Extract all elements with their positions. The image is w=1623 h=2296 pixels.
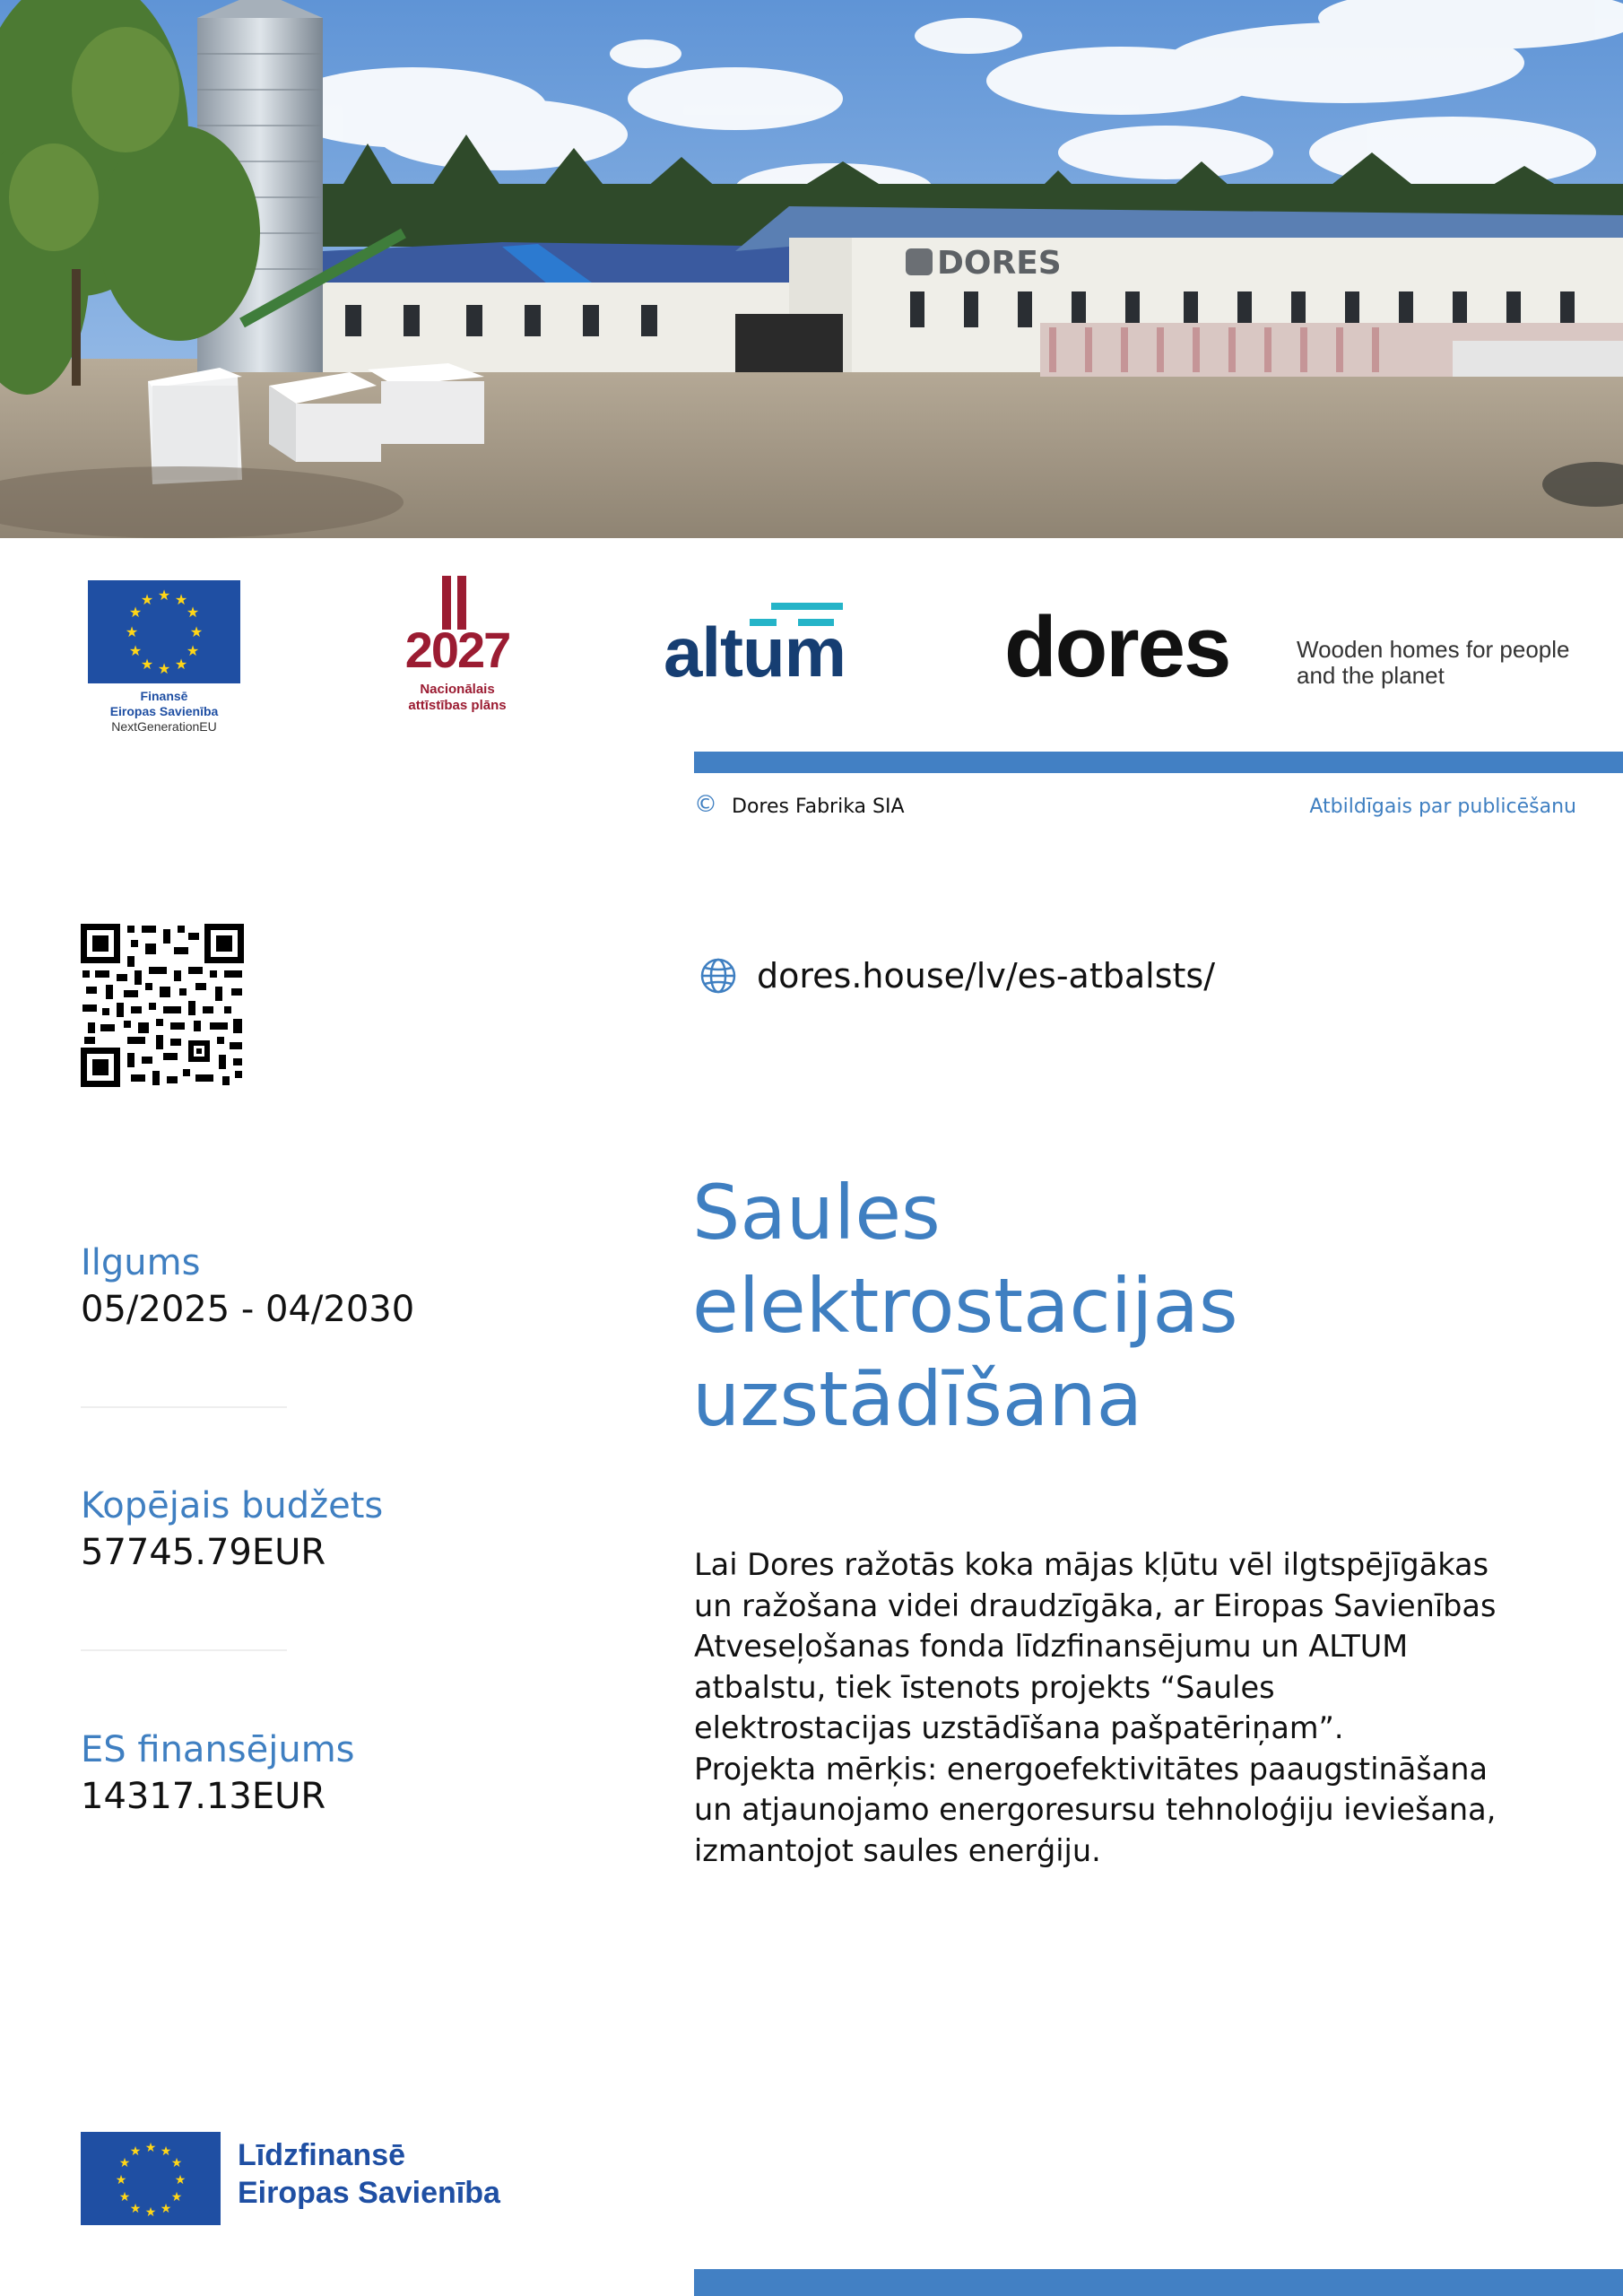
project-title-line1: Saules xyxy=(692,1169,941,1257)
svg-text:★: ★ xyxy=(118,2190,131,2205)
project-description xyxy=(694,1544,1600,1871)
duration-block xyxy=(81,1239,619,1333)
dores-logo xyxy=(1004,599,1614,704)
svg-text:★: ★ xyxy=(186,642,200,659)
svg-text:★: ★ xyxy=(157,587,171,604)
svg-text:★: ★ xyxy=(170,2156,183,2170)
eu-caption-line1: Finansē xyxy=(140,689,188,703)
eu-flag-logo xyxy=(88,580,240,683)
top-accent-bar xyxy=(694,752,1623,773)
svg-text:★: ★ xyxy=(170,2190,183,2205)
svg-text:★: ★ xyxy=(157,660,171,677)
footer-eu-flag xyxy=(81,2132,221,2225)
plan-year: 2027 xyxy=(404,622,510,678)
svg-text:★: ★ xyxy=(189,623,204,640)
svg-text:★: ★ xyxy=(174,2173,187,2187)
svg-text:★: ★ xyxy=(129,2202,142,2216)
eu-funding-label: ES finansējums xyxy=(81,1729,355,1770)
footer-eu-line2: Eiropas Savienība xyxy=(238,2176,500,2210)
eu-funding-block xyxy=(81,1726,619,1820)
svg-text:★: ★ xyxy=(174,591,188,608)
website-url[interactable]: dores.house/lv/es-atbalsts/ xyxy=(757,956,1215,996)
dores-wordmark: dores xyxy=(1004,599,1230,695)
description-line: Lai Dores ražotās koka mājas kļūtu vēl ilgtspējīgākas xyxy=(694,1547,1489,1582)
svg-text:★: ★ xyxy=(140,656,154,673)
svg-text:★: ★ xyxy=(125,623,139,640)
svg-text:★: ★ xyxy=(144,2141,157,2155)
svg-text:★: ★ xyxy=(186,604,200,621)
svg-text:★: ★ xyxy=(144,2205,157,2220)
facts-divider xyxy=(81,1649,287,1651)
svg-text:★: ★ xyxy=(129,2144,142,2159)
description-line: un atjaunojamo energoresursu tehnoloģiju ieviešana, xyxy=(694,1792,1497,1827)
plan-caption-line1: Nacionālais xyxy=(420,682,495,697)
description-line: elektrostacijas uzstādīšana pašpatēriņam”. xyxy=(694,1710,1344,1745)
eu-caption-line2: Eiropas Savienība xyxy=(109,704,219,718)
eu-stars-icon xyxy=(81,2132,221,2225)
project-title-line2: elektrostacijas xyxy=(692,1262,1238,1350)
plan-2027-logo xyxy=(377,574,538,735)
svg-text:★: ★ xyxy=(115,2173,127,2187)
duration-label: Ilgums xyxy=(81,1242,201,1283)
eu-funding-value: 14317.13EUR xyxy=(81,1776,326,1817)
hero-photo-factory xyxy=(0,0,1623,538)
description-line: atbalstu, tiek īstenots projekts “Saules xyxy=(694,1669,1275,1705)
description-line: Atveseļošanas fonda līdzfinansējumu un ALTUM xyxy=(694,1629,1409,1664)
project-title-line3: uzstādīšana xyxy=(692,1355,1143,1443)
description-line: izmantojot saules enerģiju. xyxy=(694,1832,1101,1868)
description-line: un ražošana videi draudzīgāka, ar Eiropas Savienības xyxy=(694,1587,1497,1623)
svg-text:★: ★ xyxy=(128,604,143,621)
project-title xyxy=(692,1166,1589,1446)
responsible-label: Atbildīgais par publicēšanu xyxy=(1309,796,1576,818)
svg-text:★: ★ xyxy=(128,642,143,659)
globe-icon xyxy=(699,957,737,995)
bottom-accent-bar xyxy=(694,2269,1623,2296)
budget-block xyxy=(81,1483,619,1576)
svg-text:★: ★ xyxy=(160,2202,172,2216)
svg-text:★: ★ xyxy=(140,591,154,608)
duration-value: 05/2025 - 04/2030 xyxy=(81,1289,415,1330)
eu-funded-caption xyxy=(79,689,249,735)
eu-stars-icon xyxy=(88,580,240,683)
website-link-row[interactable] xyxy=(699,952,1506,1003)
plan-caption-line2: attīstības plāns xyxy=(408,698,507,713)
eu-caption-line3: NextGenerationEU xyxy=(111,719,217,734)
altum-logo xyxy=(664,601,870,700)
altum-wordmark: altum xyxy=(664,613,846,691)
svg-text:★: ★ xyxy=(160,2144,172,2159)
budget-value: 57745.79EUR xyxy=(81,1532,326,1573)
altum-mark-icon xyxy=(771,603,843,610)
dores-tagline-line2: and the planet xyxy=(1297,662,1445,689)
factory-sign: DORES xyxy=(937,245,1062,282)
svg-text:★: ★ xyxy=(174,656,188,673)
facts-divider xyxy=(81,1406,287,1408)
svg-text:★: ★ xyxy=(118,2156,131,2170)
budget-label: Kopējais budžets xyxy=(81,1485,384,1526)
description-line: Projekta mērķis: energoefektivitātes paaugstināšana xyxy=(694,1751,1488,1787)
footer-eu-caption xyxy=(238,2136,596,2212)
qr-code[interactable] xyxy=(81,924,244,1087)
credit-line xyxy=(694,793,1591,825)
dores-tagline-line1: Wooden homes for people xyxy=(1297,636,1570,663)
company-name: Dores Fabrika SIA xyxy=(732,796,905,818)
footer-eu-line1: Līdzfinansē xyxy=(238,2138,406,2172)
copyright-icon: © xyxy=(694,791,717,818)
